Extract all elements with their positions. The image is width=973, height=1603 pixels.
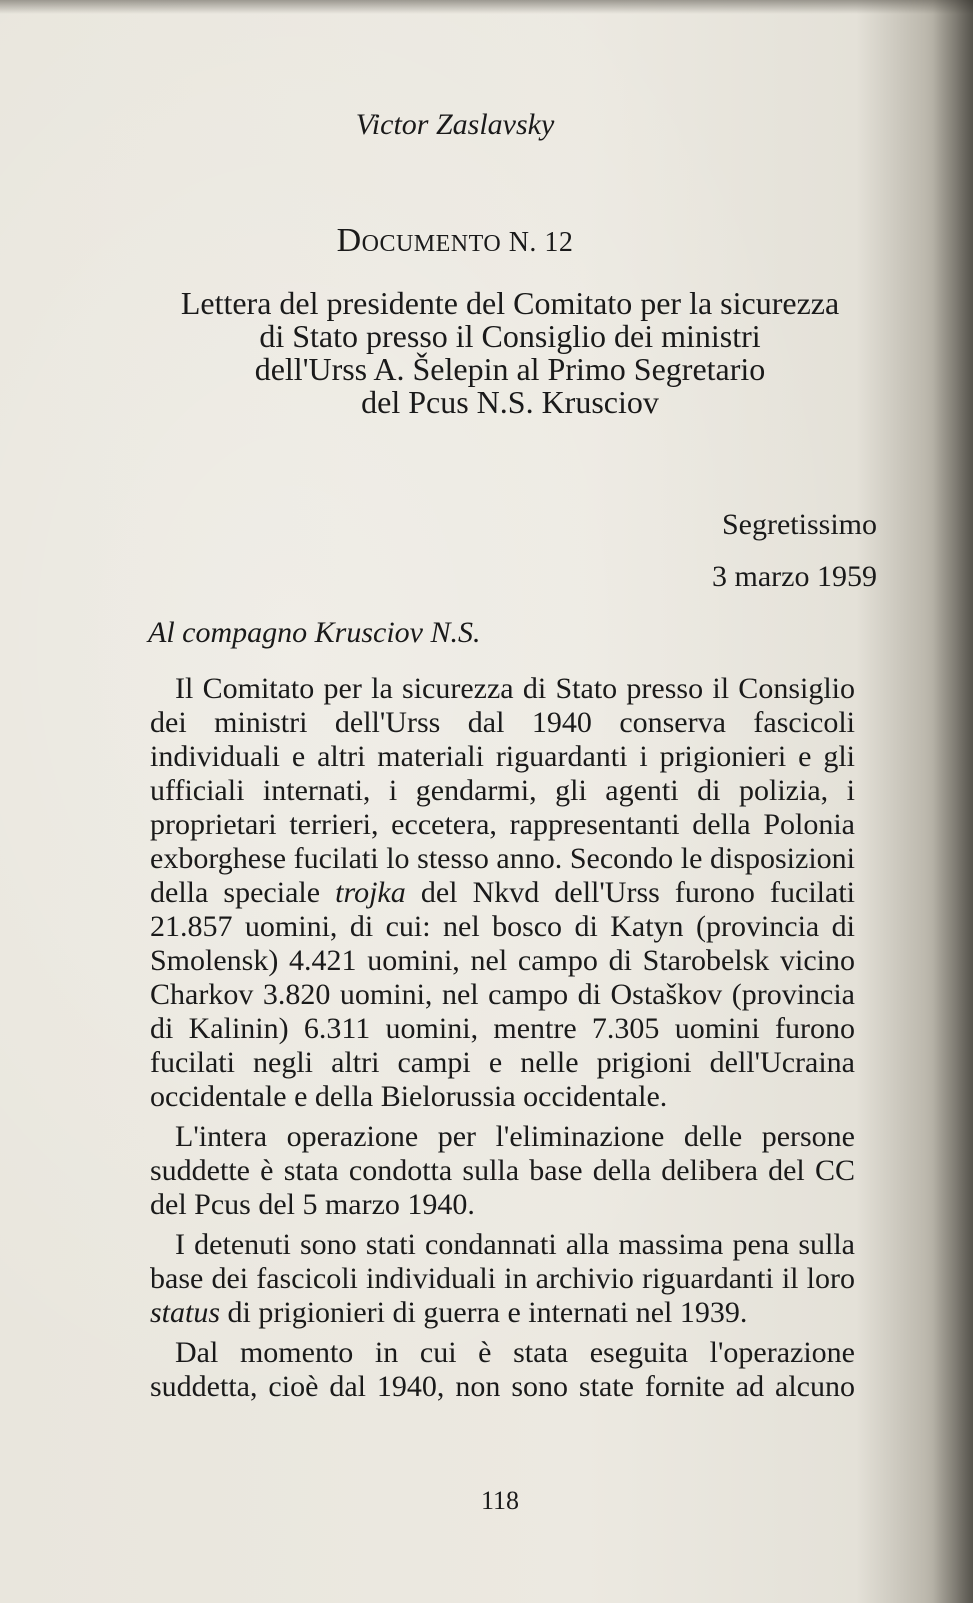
title-line: dell'Urss A. Šelepin al Primo Segretario: [254, 351, 766, 387]
spine-shadow: [933, 0, 973, 1603]
classification-mark: Segretissimo: [722, 508, 877, 541]
italic-term: status: [150, 1296, 221, 1329]
document-title: [150, 287, 870, 419]
body-paragraph: Il Comitato per la sicurezza di Stato presso il Consiglio dei ministri dell'Urss dal 1940 conserva fascicoli individuali e altri materiali riguardanti i prigionieri e gli ufficiali internati, i gendarmi, gli agenti di polizia, i proprietari terrieri, eccetera, rappresentanti della Polonia exborghese fucilati lo stesso anno. Secondo le disposizioni della speciale trojka del Nkvd dell'Urss furono fucilati 21.857 uomini, di cui: nel bosco di Katyn (provincia di Smolensk) 4.421 uomini, nel campo di Starobelsk vicino Charkov 3.820 uomini, nel campo di Ostaškov (provincia di Kalinin) 6.311 uomini, mentre 7.305 uomini furono fucilati negli altri campi e nelle prigioni dell'Ucraina occidentale e della Bielorussia occidentale.: [150, 672, 855, 1113]
body-paragraph: I detenuti sono stati condannati alla massima pena sulla base dei fascicoli individuali in archivio riguardanti il loro status di prigionieri di guerra e internati nel 1939.: [150, 1228, 855, 1329]
document-label: Documento: [336, 222, 502, 259]
salutation: Al compagno Krusciov N.S.: [148, 616, 481, 649]
running-head: Victor Zaslavsky: [355, 108, 555, 141]
body-paragraph: Dal momento in cui è stata eseguita l'operazione suddetta, cioè dal 1940, non sono state fornite ad alcuno: [150, 1336, 855, 1403]
document-number: N. 12: [508, 227, 574, 258]
letter-date: 3 marzo 1959: [712, 560, 877, 593]
document-heading: [0, 222, 910, 260]
page-number: 118: [480, 1486, 520, 1515]
title-line: di Stato presso il Consiglio dei ministri: [259, 318, 761, 354]
body-paragraph: L'intera operazione per l'eliminazione delle persone suddette è stata condotta sulla base della delibera del CC del Pcus del 5 marzo 1940.: [150, 1120, 855, 1221]
letter-body: [150, 672, 855, 1410]
title-line: Lettera del presidente del Comitato per la sicurezza: [180, 285, 840, 321]
page-top-edge: [0, 0, 973, 14]
italic-term: trojka: [335, 876, 406, 909]
title-line: del Pcus N.S. Krusciov: [361, 384, 659, 420]
